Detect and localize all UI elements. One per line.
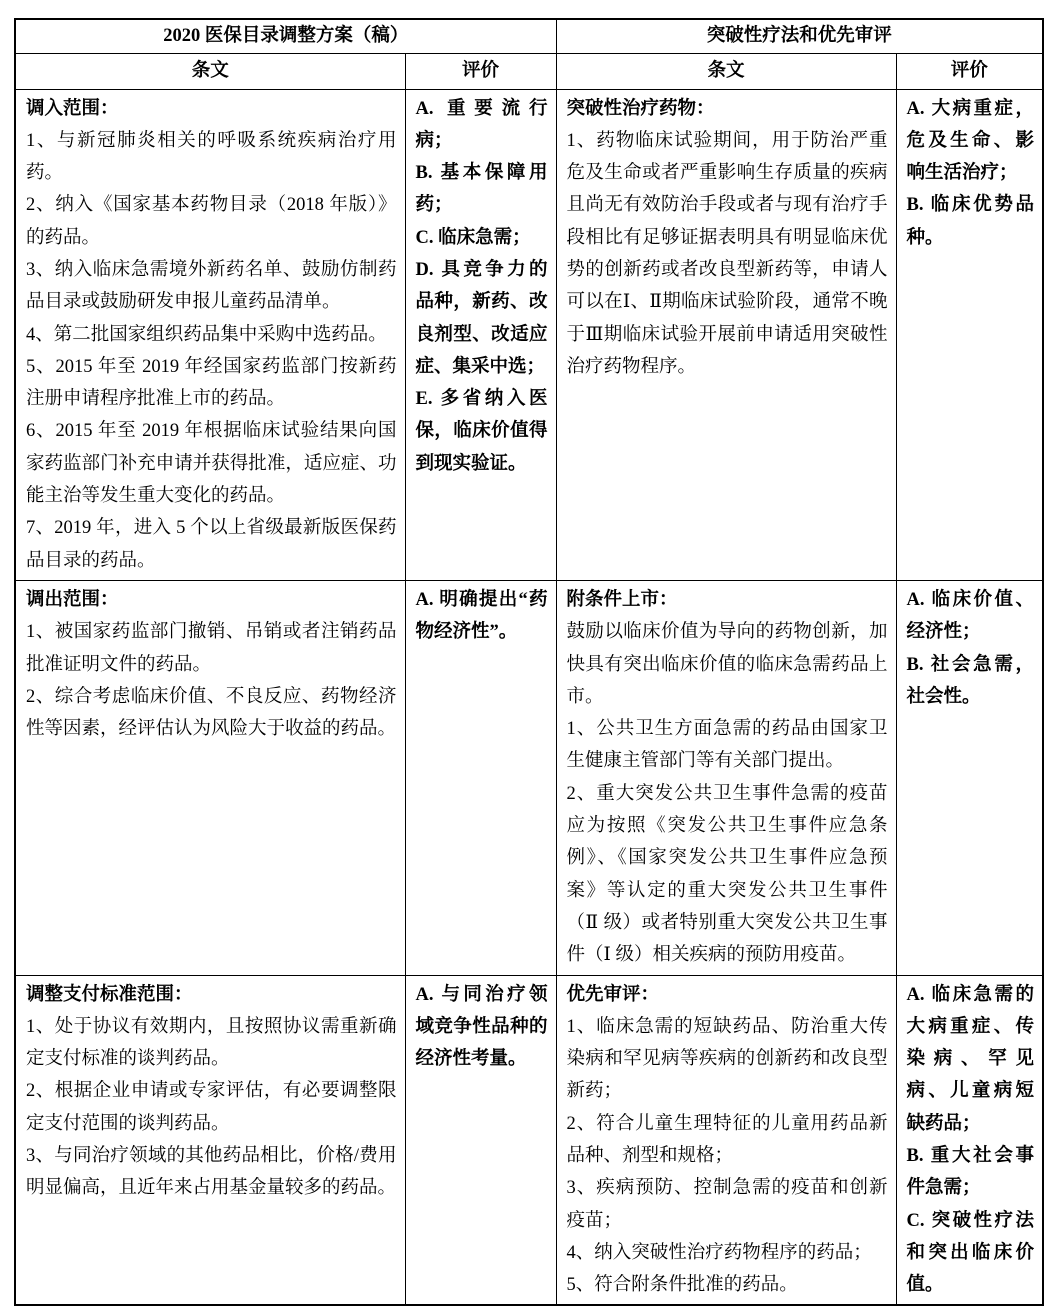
paragraph: 4、纳入突破性治疗药物程序的药品； — [566, 1242, 872, 1263]
paragraph: A. 临床价值、经济性； — [906, 589, 1035, 643]
cell-body — [567, 616, 888, 971]
cell-body — [26, 616, 397, 745]
cell-body — [907, 93, 1035, 254]
paragraph: A. 大病重症，危及生命、影响生活治疗； — [906, 98, 1035, 184]
paragraph: 2、根据企业申请或专家评估，有必要调整限定支付范围的谈判药品。 — [26, 1081, 397, 1134]
cell-body — [907, 584, 1035, 713]
paragraph: B. 基本保障用药； — [415, 163, 548, 216]
table-column-header-row — [15, 53, 1043, 89]
cell-body — [567, 125, 888, 383]
cell-heading: 附条件上市： — [566, 589, 678, 610]
cell-heading: 突破性治疗药物： — [566, 98, 715, 119]
cell-body — [26, 1011, 397, 1205]
paragraph: A. 明确提出“药物经济性”。 — [415, 589, 548, 643]
cell-priority-eval — [896, 975, 1043, 1305]
cell-body — [416, 979, 548, 1076]
paragraph: 3、纳入临床急需境外新药名单、鼓励仿制药品目录或鼓励研发申报儿童药品清单。 — [26, 259, 397, 313]
paragraph: 4、第二批国家组织药品集中采购中选药品。 — [26, 324, 387, 345]
cell-heading: 调整支付标准范围： — [26, 984, 193, 1005]
paragraph: A. 重要流行病； — [415, 98, 548, 151]
paragraph: B. 社会急需，社会性。 — [906, 654, 1035, 707]
cell-priority-review — [556, 975, 896, 1305]
table-row-removal-conditional — [15, 580, 1043, 975]
paragraph: 3、与同治疗领域的其他药品相比，价格/费用明显偏高，且近年来占用基金量较多的药品。 — [26, 1146, 397, 1199]
cell-conditional-eval — [896, 580, 1043, 975]
paragraph: 5、2015 年至 2019 年经国家药监部门按新药注册申请程序批准上市的药品。 — [26, 356, 397, 410]
paragraph: 6、2015 年至 2019 年根据临床试验结果向国家药监部门补充申请并获得批准，适应症、功能主治等发生重大变化的药品。 — [26, 421, 397, 507]
cell-breakthrough-drugs — [556, 89, 896, 580]
table-row-inclusion-breakthrough — [15, 89, 1043, 580]
paragraph: 1、公共卫生方面急需的药品由国家卫生健康主管部门等有关部门提出。 — [566, 719, 888, 772]
paragraph: 5、符合附条件批准的药品。 — [566, 1275, 798, 1296]
cell-body — [416, 584, 548, 649]
cell-body — [567, 1011, 888, 1302]
paragraph: 2、综合考虑临床价值、不良反应、药物经济性等因素，经评估认为风险大于收益的药品。 — [26, 686, 397, 740]
paragraph: 1、与新冠肺炎相关的呼吸系统疾病治疗用药。 — [26, 130, 397, 184]
paragraph: C. 突破性疗法和突出临床价值。 — [906, 1210, 1035, 1296]
cell-heading: 调出范围： — [26, 589, 119, 610]
table-row-payment-priority — [15, 975, 1043, 1305]
column-header-eval-right: 评价 — [896, 53, 1043, 89]
cell-conditional-approval — [556, 580, 896, 975]
cell-body — [26, 125, 397, 577]
paragraph: 3、疾病预防、控制急需的疫苗和创新疫苗； — [566, 1178, 888, 1231]
paragraph: 1、被国家药监部门撤销、吊销或者注销药品批准证明文件的药品。 — [26, 622, 397, 675]
cell-body — [907, 979, 1035, 1302]
header-right-group: 突破性疗法和优先审评 — [556, 19, 1043, 53]
cell-breakthrough-eval — [896, 89, 1043, 580]
cell-payment-standard-scope — [15, 975, 405, 1305]
paragraph: 1、药物临床试验期间，用于防治严重危及生命或者严重影响生存质量的疾病且尚无有效防治手段或者与现有治疗手段相比有足够证据表明具有明显临床优势的创新药或者改良型新药等，申请人可以在Ⅰ、Ⅱ期临床试验阶段，通常不晚于Ⅲ期临床试验开展前申请适用突破性治疗药物程序。 — [566, 130, 888, 377]
paragraph: B. 重大社会事件急需； — [906, 1146, 1035, 1199]
cell-inclusion-eval — [405, 89, 556, 580]
cell-heading: 优先审评： — [566, 984, 660, 1005]
header-left-group: 2020 医保目录调整方案（稿） — [15, 19, 556, 53]
column-header-article-right: 条文 — [556, 53, 896, 89]
paragraph: A. 临床急需的大病重症、传染病、罕见病、儿童病短缺药品； — [906, 984, 1035, 1134]
paragraph: 1、临床急需的短缺药品、防治重大传染病和罕见病等疾病的创新药和改良型新药； — [566, 1016, 888, 1102]
paragraph: C. 临床急需； — [415, 227, 531, 248]
cell-inclusion-scope — [15, 89, 405, 580]
column-header-article-left: 条文 — [15, 53, 405, 89]
paragraph: 2、符合儿童生理特征的儿童用药品新品种、剂型和规格； — [566, 1113, 888, 1166]
paragraph: 2、纳入《国家基本药物目录（2018 年版）》的药品。 — [26, 195, 397, 248]
cell-body — [416, 93, 548, 481]
comparison-table — [14, 18, 1044, 1306]
paragraph: B. 临床优势品种。 — [906, 195, 1035, 248]
cell-removal-eval — [405, 580, 556, 975]
paragraph: D. 具竞争力的品种，新药、改良剂型、改适应症、集采中选； — [415, 259, 548, 377]
column-header-eval-left: 评价 — [405, 53, 556, 89]
cell-removal-scope — [15, 580, 405, 975]
paragraph: 7、2019 年，进入 5 个以上省级最新版医保药品目录的药品。 — [26, 518, 397, 571]
paragraph: A. 与同治疗领域竞争性品种的经济性考量。 — [415, 984, 548, 1070]
paragraph: 2、重大突发公共卫生事件急需的疫苗应为按照《突发公共卫生事件应急条例》、《国家突发公共卫生事件应急预案》等认定的重大突发公共卫生事件（Ⅱ 级）或者特别重大突发公共卫生事件（Ⅰ 级）相关疾病的预防用疫苗。 — [566, 783, 888, 966]
paragraph: 1、处于协议有效期内，且按照协议需重新确定支付标准的谈判药品。 — [26, 1016, 397, 1070]
cell-payment-eval — [405, 975, 556, 1305]
cell-heading: 调入范围： — [26, 98, 119, 119]
paragraph: 鼓励以临床价值为导向的药物创新，加快具有突出临床价值的临床急需药品上市。 — [566, 622, 888, 707]
paragraph: E. 多省纳入医保，临床价值得到现实验证。 — [415, 389, 548, 474]
table-group-header-row — [15, 19, 1043, 53]
